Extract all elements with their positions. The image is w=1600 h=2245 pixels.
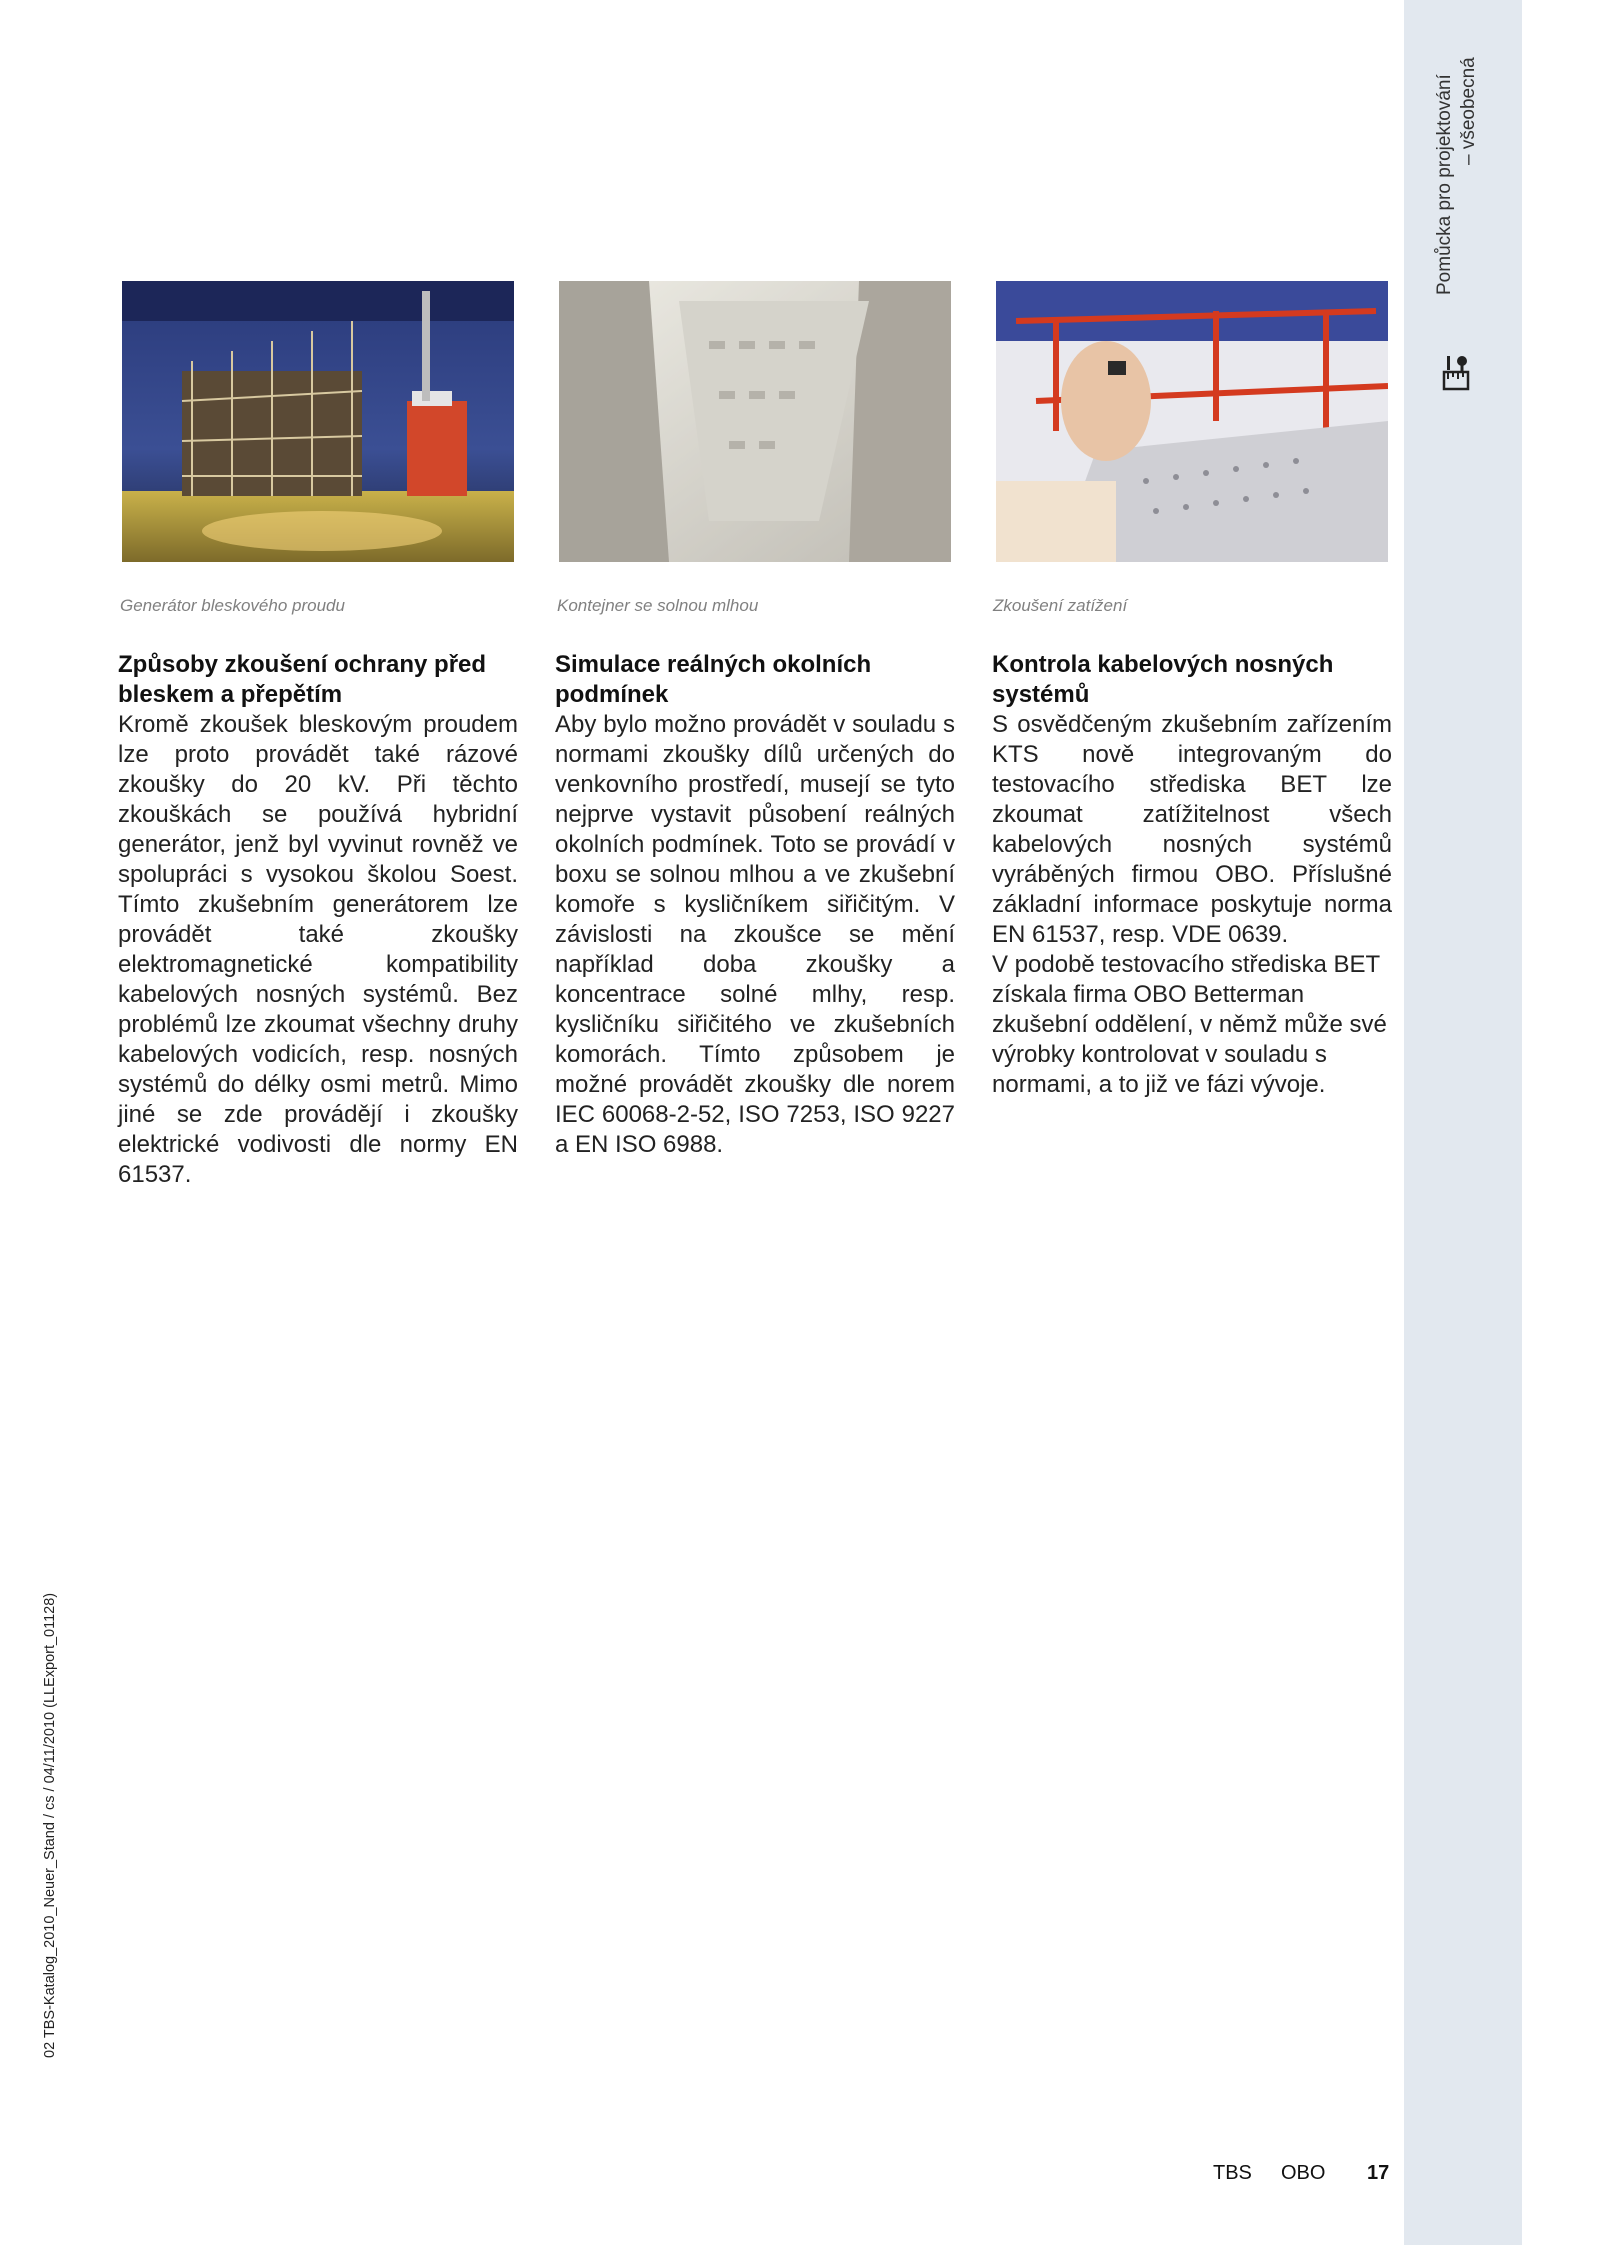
- image-caption-2: Kontejner se solnou mlhou: [557, 596, 759, 615]
- section-heading: Kontrola kabelových nosných systémů: [992, 651, 1334, 708]
- section-body-continued: V podobě testovacího střediska BET získala firma OBO Betterman zkušební oddělení, v němž může své výrobky kontrolovat v souladu s normami, a to již ve fázi vývoje.: [992, 951, 1387, 1098]
- tools-measuring-icon: [1441, 352, 1471, 392]
- column-cable-support-check: [992, 650, 1392, 1100]
- file-reference-note: 02 TBS-Katalog_2010_Neuer_Stand / cs / 04/11/2010 (LLExport_01128): [42, 1592, 58, 2058]
- chapter-title: [1433, 35, 1481, 295]
- image-caption-1: Generátor bleskového proudu: [120, 596, 345, 615]
- chapter-title-line2: – všeobecná: [1458, 57, 1479, 165]
- section-body: Aby bylo možno provádět v souladu s normami zkoušky dílů určených do venkovního prostředí, musejí se tyto nejprve vystavit působení reálných okolních podmínek. Toto se provádí v boxu se solnou mlhou a ve zkušební komoře s kysličníkem siřičitým. V závislosti na zkoušce se mění například doba zkoušky a koncentrace solné mlhy, resp. kysličníku siřičitého ve zkušebních komorách. Tímto způsobem je možné provádět zkoušky dle norem IEC 60068-2-52, ISO 7253, ISO 9227 a EN ISO 6988.: [555, 711, 955, 1158]
- footer-tbs: TBS: [1213, 2162, 1252, 2184]
- lightning-generator-photo: [122, 281, 514, 562]
- column-environment-simulation: [555, 650, 955, 1160]
- section-heading: Způsoby zkoušení ochrany před bleskem a přepětím: [118, 651, 487, 708]
- image-caption-3: Zkoušení zatížení: [993, 596, 1128, 615]
- footer-obo: OBO: [1281, 2162, 1326, 2184]
- column-lightning-testing: [118, 650, 518, 1190]
- page-number: 17: [1367, 2162, 1390, 2184]
- section-heading: Simulace reálných okolních podmínek: [555, 651, 872, 708]
- chapter-title-line1: Pomůcka pro projektování: [1434, 74, 1455, 295]
- load-testing-photo: [996, 281, 1388, 562]
- section-body: Kromě zkoušek bleskovým proudem lze proto provádět také rázové zkoušky do 20 kV. Při těchto zkouškách se používá hybridní generátor, jenž byl vyvinut rovněž ve spolupráci s vysokou školou Soest. Tímto zkušebním generátorem lze provádět také zkoušky elektromagnetické kompatibility kabelových nosných systémů. Bez problémů lze zkoumat všechny druhy kabelových vodicích, resp. nosných systémů do délky osmi metrů. Mimo jiné se zde provádějí i zkoušky elektrické vodivosti dle normy EN 61537.: [118, 711, 518, 1188]
- section-body: S osvědčeným zkušebním zařízením KTS nově integrovaným do testovacího střediska BET lze zkoumat zatížitelnost všech kabelových nosných systémů vyráběných firmou OBO. Příslušné základní informace poskytuje norma EN 61537, resp. VDE 0639.: [992, 711, 1392, 948]
- salt-fog-container-photo: [559, 281, 951, 562]
- chapter-sidebar: [1404, 0, 1522, 2245]
